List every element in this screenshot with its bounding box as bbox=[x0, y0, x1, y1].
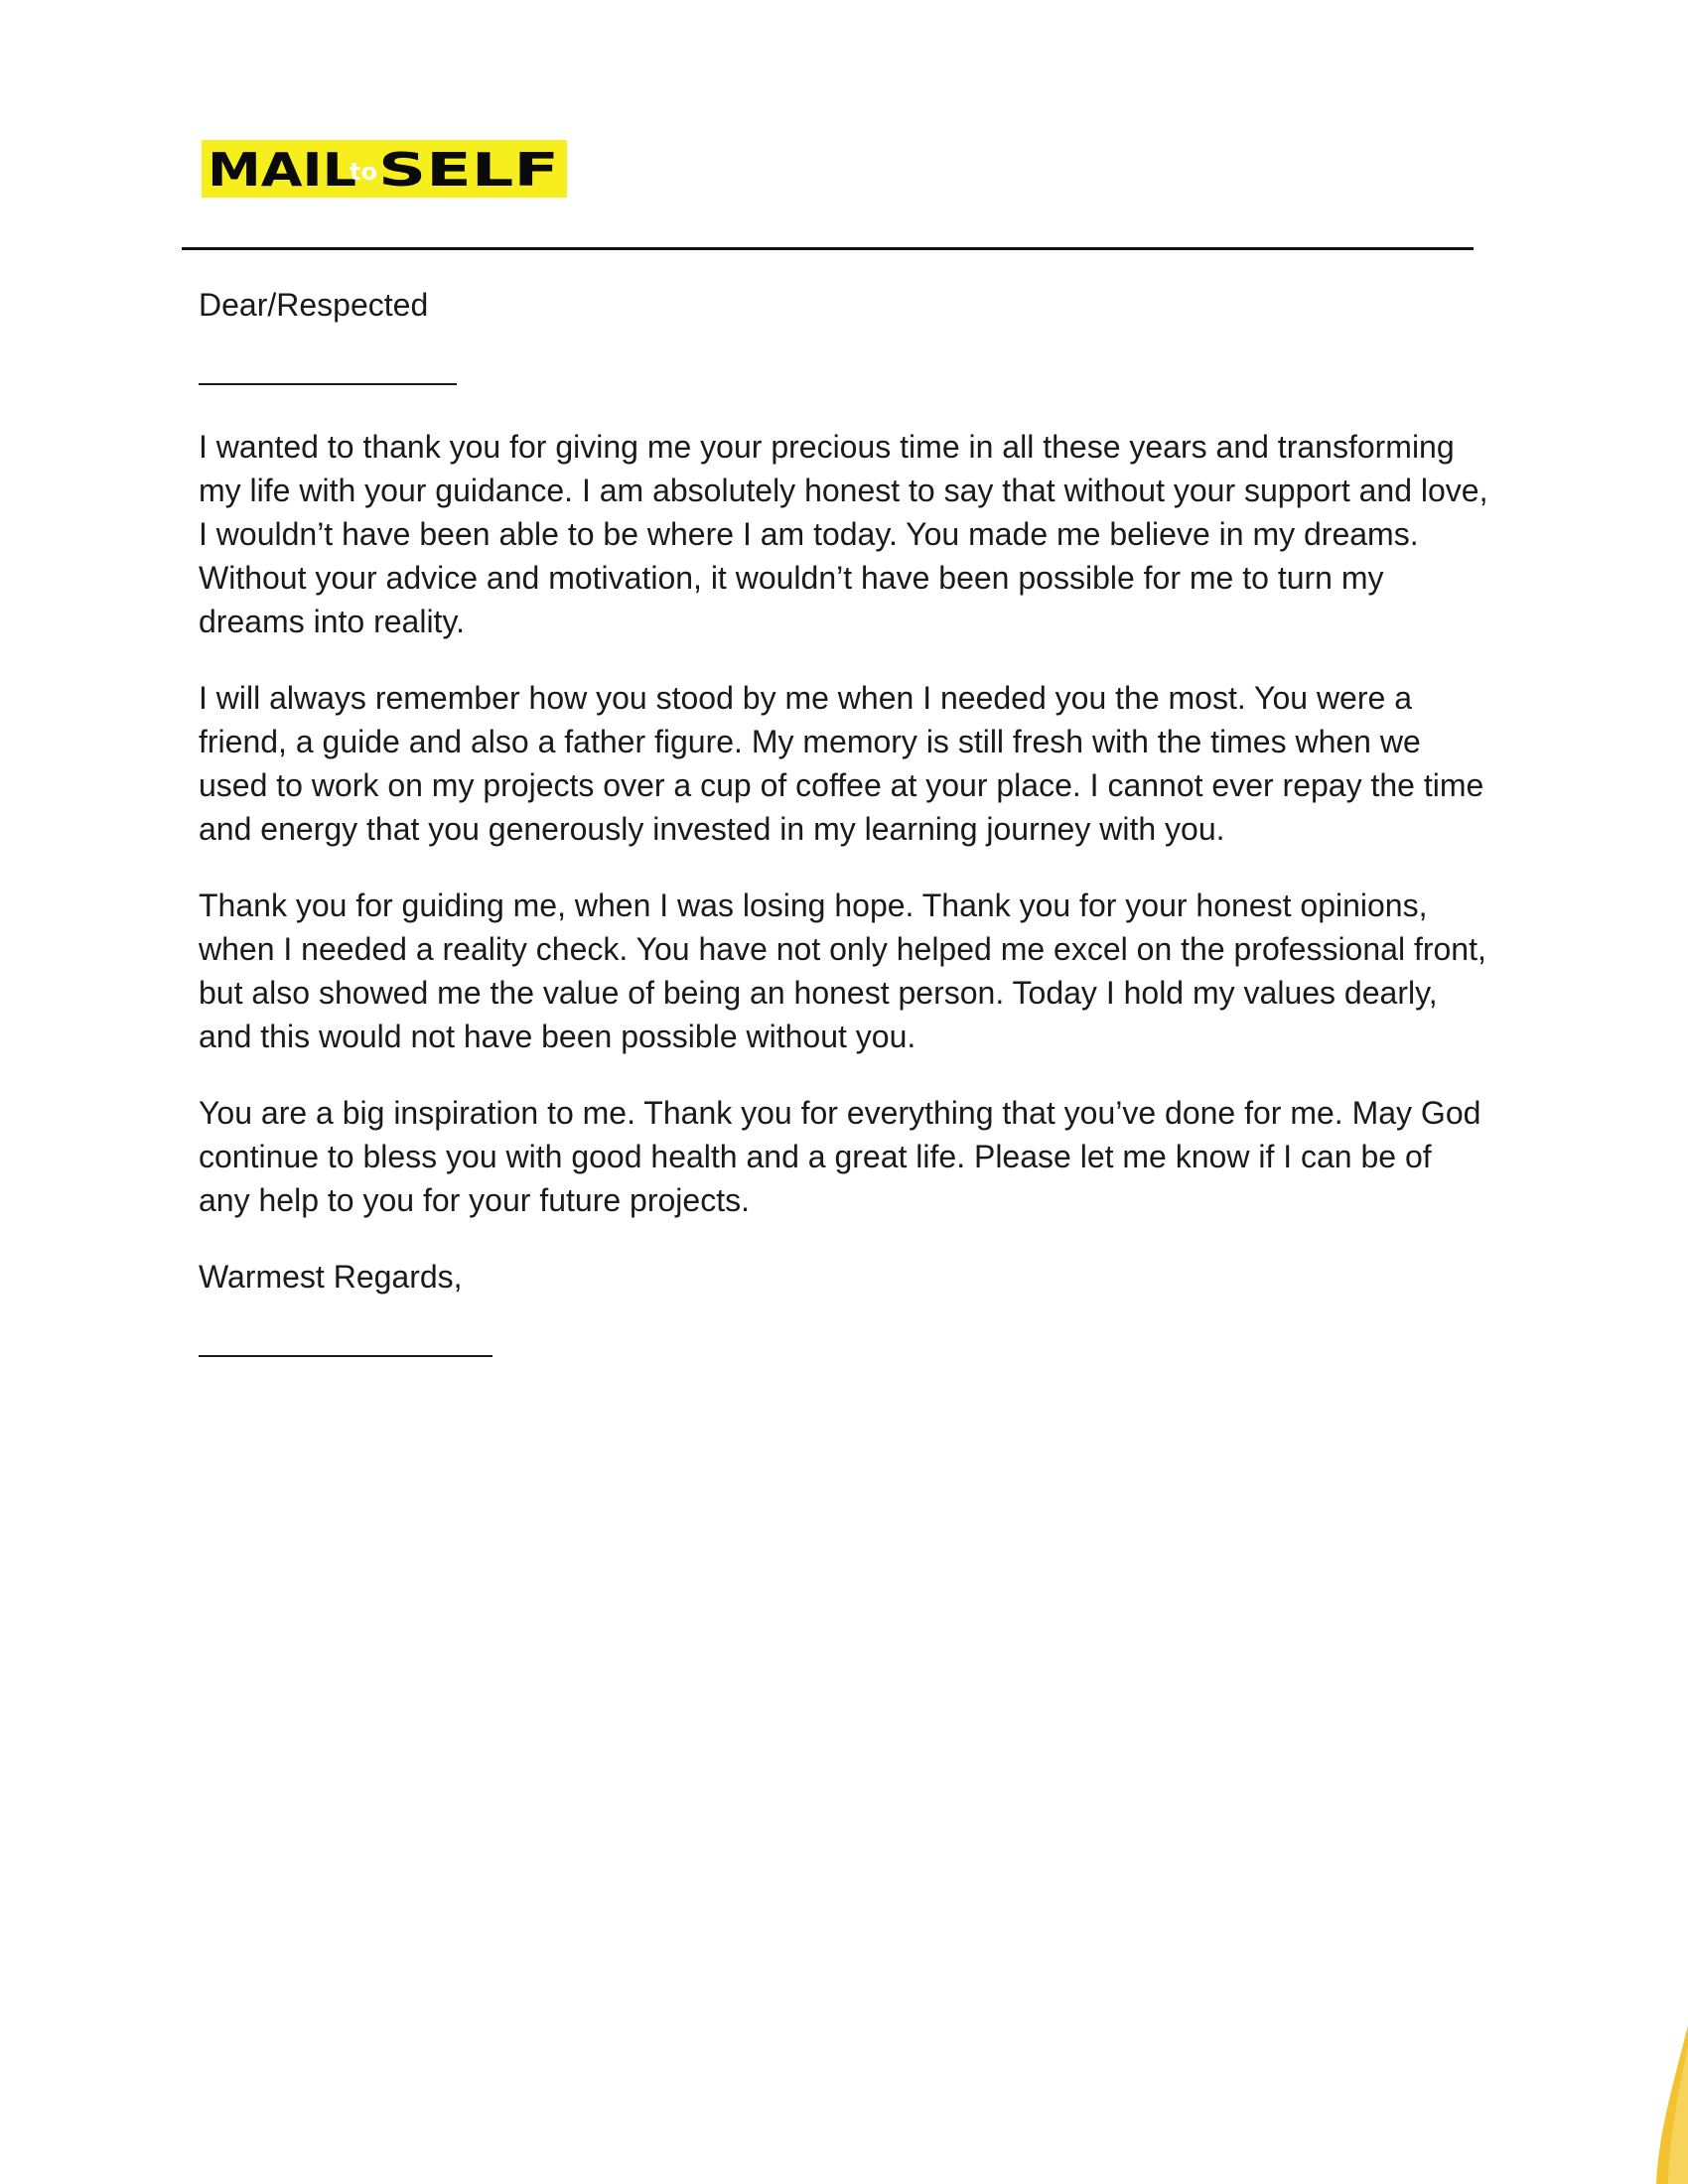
closing: Warmest Regards, bbox=[199, 1259, 463, 1295]
corner-swoosh-decoration bbox=[1628, 2025, 1688, 2184]
letter-paragraph-3: Thank you for guiding me, when I was losing hope. Thank you for your honest opinions, when I needed a reality check. You have not only helped me excel on the professional front, but also showed me the value of being an honest person. Today I hold my values dearly, and this would not have been possible without you. bbox=[199, 887, 1486, 1054]
letter-paragraph-4: You are a big inspiration to me. Thank you for everything that you’ve done for me. May God continue to bless you with good health and a great life. Please let me know if I can be of any help to you for your future projects. bbox=[199, 1095, 1481, 1218]
letter-paragraph-1: I wanted to thank you for giving me your precious time in all these years and transforming my life with your guidance. I am absolutely honest to say that without your support and love, I wouldn’t have been able to be where I am today. You made me believe in my dreams. Without your advice and motivation, it wouldn’t have been possible for me to turn my dreams into reality. bbox=[199, 429, 1488, 639]
logo-wordmark bbox=[202, 140, 567, 198]
letter-body bbox=[199, 283, 1489, 1357]
mail-to-self-logo bbox=[202, 140, 567, 198]
logo-word-to: to bbox=[350, 158, 377, 186]
header-divider bbox=[182, 247, 1474, 250]
signature-blank bbox=[199, 1355, 492, 1357]
logo-word-mail: MAIL bbox=[208, 143, 356, 197]
letter-paragraph-2: I will always remember how you stood by me when I needed you the most. You were a friend, a guide and also a father figure. My memory is still fresh with the times when we used to work on my projects over a cup of coffee at your place. I cannot ever repay the time and energy that you generously invested in my learning journey with you. bbox=[199, 680, 1484, 847]
logo-word-self: SELF bbox=[378, 143, 559, 197]
salutation: Dear/Respected bbox=[199, 287, 429, 323]
recipient-name-blank bbox=[199, 383, 457, 385]
